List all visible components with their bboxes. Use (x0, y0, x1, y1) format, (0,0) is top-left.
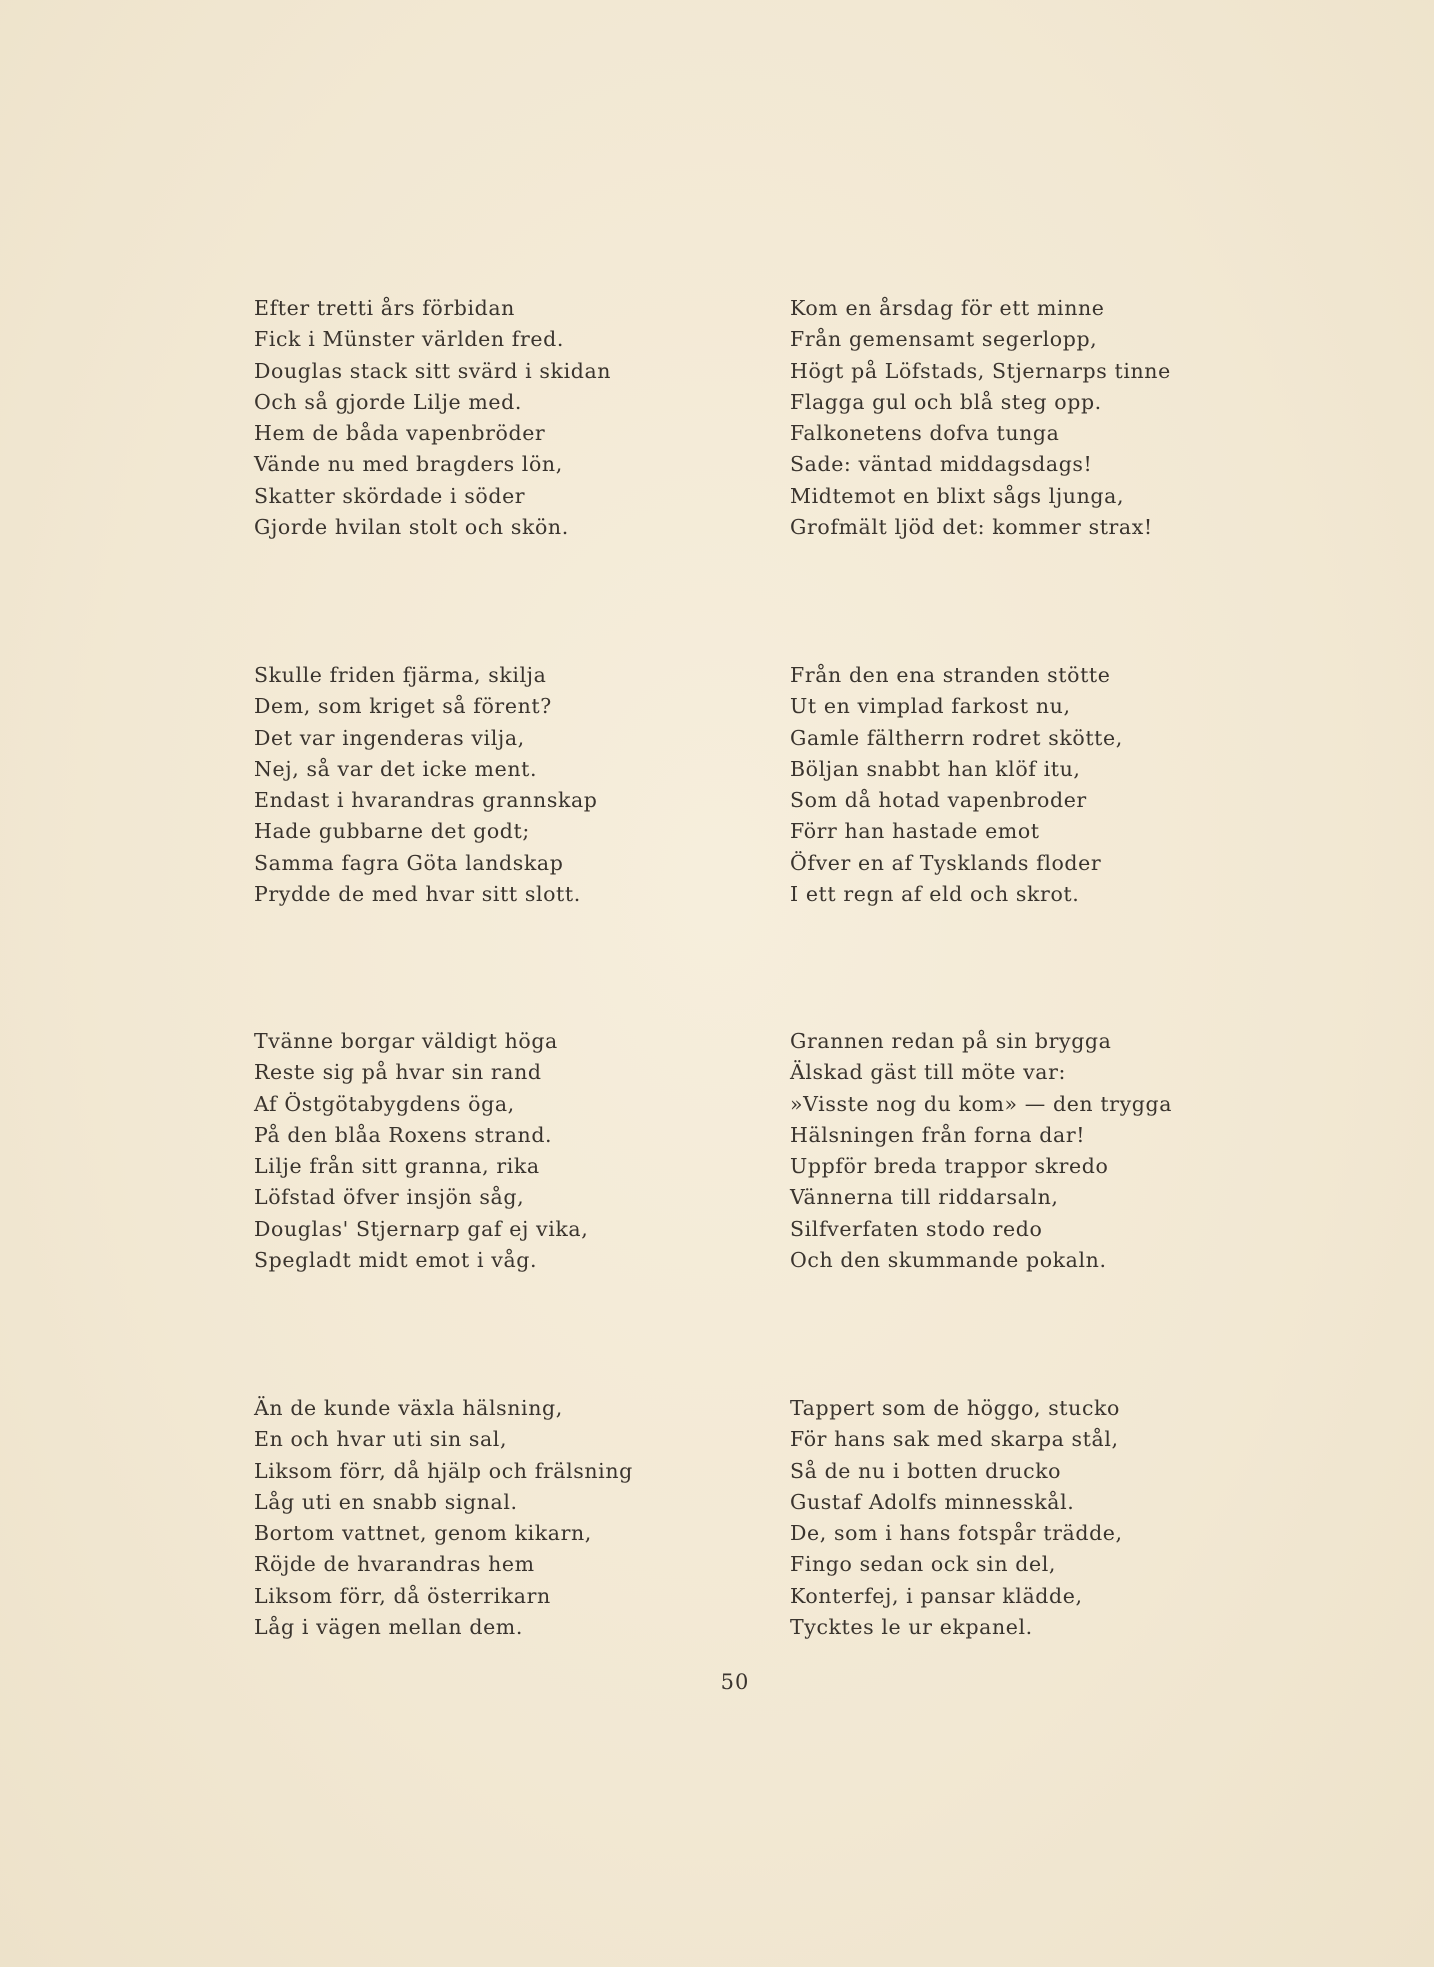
verse-line: Dem, som kriget så förent? (254, 694, 552, 719)
verse-line: Skulle friden fjärma, skilja (254, 663, 547, 687)
stanza-7 (254, 1393, 694, 1643)
verse-line: Silfverfaten stodo redo (790, 1216, 1043, 1241)
verse-line: Hem de båda vapenbröder (254, 421, 546, 446)
verse-line: Från den ena stranden stötte (790, 663, 1111, 687)
verse-line: Nej, så var det icke ment. (254, 756, 538, 781)
verse-line: Konterfej, i pansar klädde, (790, 1583, 1083, 1608)
verse-line: Hälsningen från forna dar! (790, 1122, 1086, 1147)
verse-line: Röjde de hvarandras hem (254, 1552, 535, 1577)
verse-line: Från gemensamt segerlopp, (790, 327, 1098, 352)
verse-line: Falkonetens dofva tunga (790, 421, 1060, 446)
verse-line: Fingo sedan ock sin del, (790, 1552, 1056, 1577)
stanza-8 (790, 1393, 1230, 1643)
stanza-6 (790, 1026, 1230, 1276)
stanza-2 (790, 293, 1230, 543)
verse-line: Och den skummande pokaln. (790, 1248, 1107, 1273)
verse-line: Som då hotad vapenbroder (790, 788, 1087, 813)
verse-line: Förr han hastade emot (790, 819, 1040, 844)
verse-line: Böljan snabbt han klöf itu, (790, 756, 1081, 781)
verse-line: Hade gubbarne det godt; (254, 819, 530, 844)
verse-line: Än de kunde växla hälsning, (254, 1396, 563, 1420)
verse-line: Endast i hvarandras grannskap (254, 788, 598, 813)
verse-line: Tappert som de höggo, stucko (790, 1396, 1120, 1420)
verse-line: Öfver en af Tysklands floder (790, 850, 1102, 875)
verse-line: Prydde de med hvar sitt slott. (254, 882, 581, 907)
verse-line: För hans sak med skarpa stål, (790, 1427, 1119, 1452)
stanza-1 (254, 293, 694, 543)
verse-line: Lilje från sitt granna, rika (254, 1154, 540, 1179)
verse-line: Gamle fältherrn rodret skötte, (790, 725, 1123, 750)
verse-line: Uppför breda trappor skredo (790, 1154, 1109, 1179)
verse-line: En och hvar uti sin sal, (254, 1427, 508, 1452)
verse-line: Skatter skördade i söder (254, 483, 526, 508)
verse-line: Så de nu i botten drucko (790, 1458, 1062, 1483)
verse-line: Låg uti en snabb signal. (254, 1489, 518, 1514)
verse-line: Midtemot en blixt sågs ljunga, (790, 483, 1125, 508)
stanza-3 (254, 660, 694, 910)
page-number: 50 (720, 1670, 750, 1694)
verse-line: Douglas stack sitt svärd i skidan (254, 358, 612, 383)
verse-line: Af Östgötabygdens öga, (254, 1091, 515, 1116)
verse-line: Liksom förr, då österrikarn (254, 1583, 551, 1608)
verse-line: Vännerna till riddarsaln, (790, 1185, 1059, 1210)
verse-line: Grannen redan på sin brygga (790, 1029, 1112, 1053)
verse-line: Liksom förr, då hjälp och frälsning (254, 1458, 633, 1483)
verse-line: Flagga gul och blå steg opp. (790, 389, 1102, 414)
verse-line: I ett regn af eld och skrot. (790, 882, 1080, 907)
verse-line: De, som i hans fotspår trädde, (790, 1521, 1123, 1546)
verse-line: Samma fagra Göta landskap (254, 850, 564, 875)
verse-line: »Visste nog du kom» — den trygga (790, 1091, 1173, 1116)
verse-line: Löfstad öfver insjön såg, (254, 1185, 525, 1210)
verse-line: På den blåa Roxens strand. (254, 1122, 553, 1147)
verse-line: Älskad gäst till möte var: (790, 1060, 1066, 1085)
verse-line: Fick i Münster världen fred. (254, 327, 564, 352)
verse-line: Det var ingenderas vilja, (254, 725, 525, 750)
verse-line: Douglas' Stjernarp gaf ej vika, (254, 1216, 589, 1241)
verse-line: Gjorde hvilan stolt och skön. (254, 515, 569, 540)
verse-line: Grofmält ljöd det: kommer strax! (790, 515, 1153, 540)
verse-line: Tvänne borgar väldigt höga (254, 1029, 558, 1053)
verse-line: Bortom vattnet, genom kikarn, (254, 1521, 592, 1546)
verse-line: Spegladt midt emot i våg. (254, 1248, 538, 1273)
verse-line: Gustaf Adolfs minnesskål. (790, 1489, 1075, 1514)
verse-line: Reste sig på hvar sin rand (254, 1060, 542, 1085)
verse-line: Kom en årsdag för ett minne (790, 296, 1105, 320)
verse-line: Ut en vimplad farkost nu, (790, 694, 1071, 719)
verse-line: Efter tretti års förbidan (254, 296, 515, 320)
verse-line: Vände nu med bragders lön, (254, 452, 563, 477)
verse-line: Högt på Löfstads, Stjernarps tinne (790, 358, 1171, 383)
stanza-5 (254, 1026, 694, 1276)
verse-line: Och så gjorde Lilje med. (254, 389, 522, 414)
verse-line: Låg i vägen mellan dem. (254, 1615, 523, 1640)
stanza-4 (790, 660, 1230, 910)
verse-line: Sade: väntad middagsdags! (790, 452, 1093, 477)
verse-line: Tycktes le ur ekpanel. (790, 1615, 1033, 1640)
